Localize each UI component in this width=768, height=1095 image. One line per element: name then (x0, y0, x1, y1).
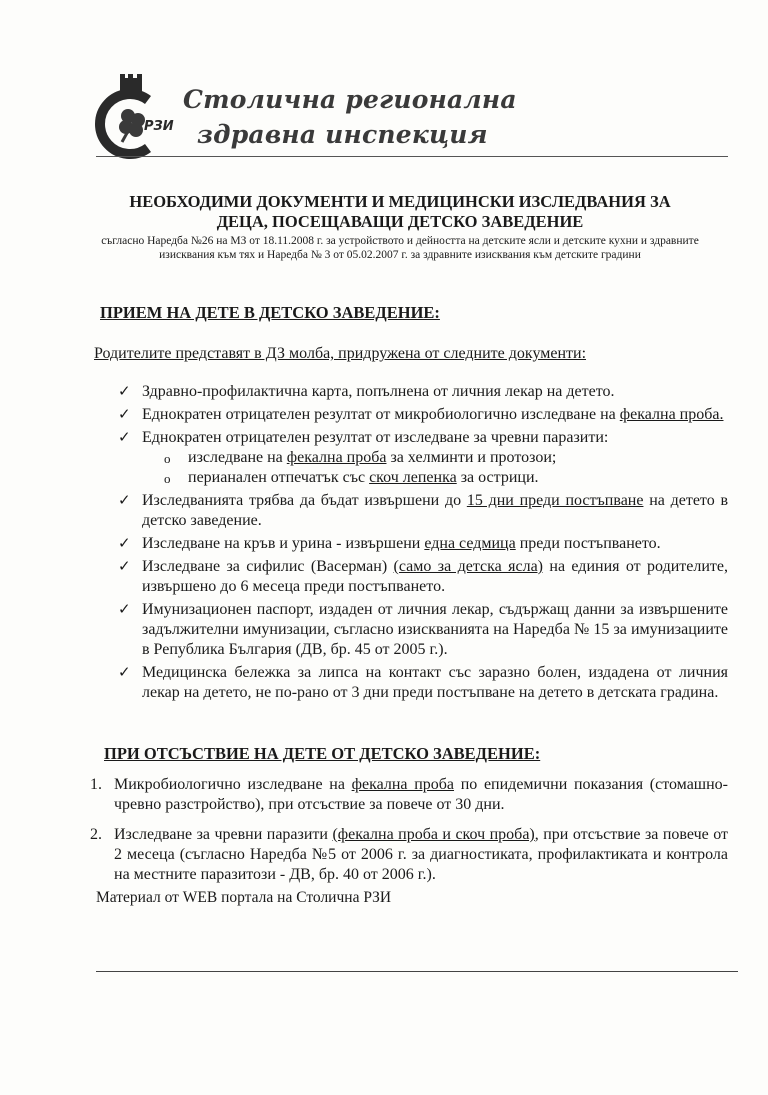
item-text: Изследванията трябва да бъдат извършени до (142, 492, 467, 509)
header-divider (96, 156, 728, 157)
numbered-item (90, 825, 728, 885)
item-text: Здравно-профилактична карта, попълнена от личния лекар на детето. (142, 383, 615, 400)
org-name-line1: Столична регионална (183, 85, 517, 114)
checkmark-icon: ✓ (118, 559, 131, 575)
section-admission-heading: ПРИЕМ НА ДЕТЕ В ДЕТСКО ЗАВЕДЕНИЕ: (100, 303, 440, 322)
item-underlined-text: (фекална проба и скоч проба) (332, 826, 535, 843)
org-name-line2: здравна инспекция (197, 120, 488, 149)
item-text: Еднократен отрицателен резултат от микробиологично изследване на (142, 406, 620, 423)
organization-name (183, 82, 517, 152)
item-underlined-text: фекална проба (351, 776, 455, 793)
item-underlined-text: една седмица (424, 535, 516, 552)
checkmark-icon: ✓ (118, 430, 131, 446)
sub-item-text: за острици. (456, 469, 539, 486)
item-text: Имунизационен паспорт, издаден от личния лекар, съдържащ данни за извършените задължителни имунизации, съгласно изискванията на Наредба № 15 за имунизациите в Република България (ДВ, бр. 45 от 2005 г.). (142, 601, 728, 658)
item-text: на детето в детско заведение. (142, 492, 728, 529)
sub-item-text: за хелминти и протозои; (386, 449, 557, 466)
item-text: Изследване за чревни паразити (114, 826, 333, 843)
checklist-item (118, 663, 728, 703)
item-text: Микробиологично изследване на (114, 776, 352, 793)
sub-item (164, 468, 728, 488)
document-title (100, 192, 700, 232)
checkmark-icon: ✓ (118, 665, 131, 681)
item-text: Изследване за сифилис (Васерман) (142, 558, 394, 575)
section-absence-heading: ПРИ ОТСЪСТВИЕ НА ДЕТЕ ОТ ДЕТСКО ЗАВЕДЕНИЕ: (104, 744, 541, 763)
item-underlined-text: фекална проба. (619, 406, 724, 423)
item-number: 1. (90, 776, 102, 793)
item-number: 2. (90, 826, 102, 843)
checklist-item (118, 428, 728, 488)
checkmark-icon: ✓ (118, 407, 131, 423)
admission-checklist (118, 382, 728, 706)
item-text: преди постъпването. (515, 535, 661, 552)
sub-item-text: перианален отпечатък със (188, 469, 370, 486)
footer-divider (96, 971, 738, 972)
circle-bullet-icon: o (164, 451, 171, 466)
checkmark-icon: ✓ (118, 536, 131, 552)
item-text: Медицинска бележка за липса на контакт със заразно болен, издадена от личния лекар на детето, не по-рано от 3 дни преди постъпване на детето в детската градина. (142, 664, 728, 701)
checklist-item (118, 534, 728, 554)
checklist-item (118, 557, 728, 597)
item-text: по епидемични показания (стомашно-чревно разстройство), при отсъствие за повече от 30 дни. (114, 776, 728, 813)
circle-bullet-icon: o (164, 471, 171, 486)
checklist-item (118, 600, 728, 660)
sub-list (142, 448, 728, 488)
checkmark-icon: ✓ (118, 493, 131, 509)
item-text: , при отсъствие за повече от 2 месеца (съгласно Наредба №5 от 2006 г. за диагностиката, профилактиката и контрола на местните паразитози - ДВ, бр. 40 от 2006 г.). (114, 826, 728, 883)
checklist-item (118, 405, 728, 425)
sub-item-underlined-text: фекална проба (286, 449, 387, 466)
checklist-item (118, 382, 728, 402)
item-text: на единия от родителите, извършено до 6 месеца преди постъпването. (142, 558, 729, 595)
sub-item (164, 448, 728, 468)
absence-list (90, 775, 728, 895)
title-line2: ДЕЦА, ПОСЕЩАВАЩИ ДЕТСКО ЗАВЕДЕНИЕ (216, 212, 584, 231)
checklist-item (118, 491, 728, 531)
rzi-logo (92, 74, 178, 160)
item-underlined-text: (само за детска ясла) (393, 558, 543, 575)
source-note: Материал от WEB портала на Столична РЗИ (96, 889, 392, 906)
title-line1: НЕОБХОДИМИ ДОКУМЕНТИ И МЕДИЦИНСКИ ИЗСЛЕДВАНИЯ ЗА (129, 192, 671, 211)
item-text: Еднократен отрицателен резултат от изследване за чревни паразити: (142, 429, 609, 446)
numbered-item (90, 775, 728, 815)
sub-item-underlined-text: скоч лепенка (369, 469, 457, 486)
item-underlined-text: 15 дни преди постъпване (466, 492, 644, 509)
section-admission-intro: Родителите представят в ДЗ молба, придружена от следните документи: (94, 345, 587, 362)
sub-item-text: изследване на (188, 449, 287, 466)
item-text: Изследване на кръв и урина - извършени (142, 535, 425, 552)
checkmark-icon: ✓ (118, 602, 131, 618)
logo-text: РЗИ (144, 119, 174, 134)
document-subtitle: съгласно Наредба №26 на МЗ от 18.11.2008 г. за устройството и дейността на детските ясли и детските кухни и здравните изисквания към тях и Наредба № 3 от 05.02.2007 г. за здравните изисквания към детските градини (101, 235, 699, 261)
checkmark-icon: ✓ (118, 384, 131, 400)
